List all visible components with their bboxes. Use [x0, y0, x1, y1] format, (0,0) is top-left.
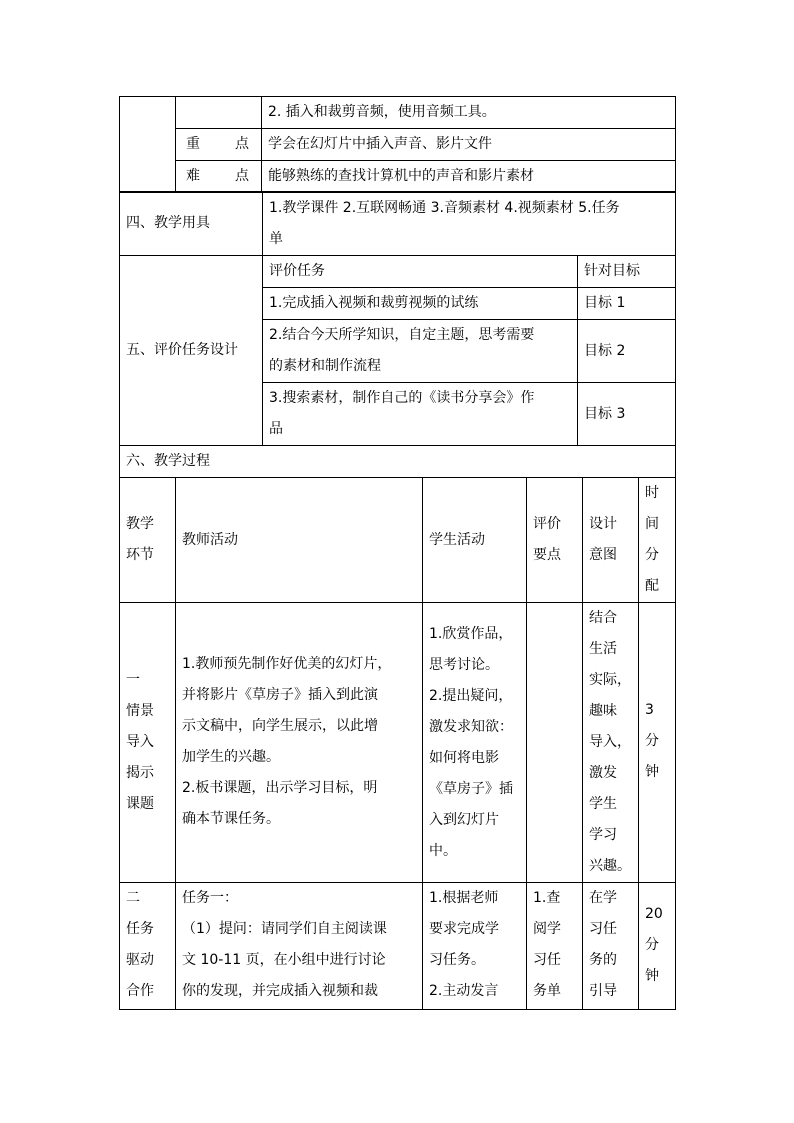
row1-design-9: 兴趣。 — [589, 858, 631, 874]
row1-stage-5: 课题 — [126, 796, 154, 812]
row1-time-3: 钟 — [645, 764, 659, 780]
eval-task-2-line-2: 的素材和制作流程 — [269, 358, 381, 374]
tools-eval-table — [119, 191, 675, 446]
row1-stage-4: 揭示 — [126, 765, 154, 781]
header-teacher: 教师活动 — [176, 478, 423, 603]
row2-eval-3: 习任 — [533, 952, 561, 968]
row1-design-6: 激发 — [589, 765, 617, 781]
header-stage — [120, 478, 176, 603]
header-time-2: 间 — [645, 516, 659, 532]
row2-design-4: 引导 — [589, 983, 617, 999]
row2-eval — [527, 883, 583, 1010]
row2-eval-4: 务单 — [533, 983, 561, 999]
header-eval-2: 要点 — [533, 547, 561, 563]
row1-teacher-1: 1.教师预先制作好优美的幻灯片， — [182, 656, 392, 672]
difficulty-text: 能够熟练的查找计算机中的声音和影片素材 — [262, 161, 676, 193]
process-label: 六、教学过程 — [120, 446, 676, 478]
header-design — [583, 478, 639, 603]
row1-student-2: 思考讨论。 — [429, 657, 499, 673]
eval-header-goal: 针对目标 — [578, 256, 676, 288]
goals-merged-cell — [120, 97, 176, 193]
row1-stage-1: 一 — [126, 672, 140, 688]
row1-student-4: 激发求知欲： — [429, 719, 513, 735]
row1-design-8: 学习 — [589, 827, 617, 843]
row1-teacher-4: 加学生的兴趣。 — [182, 749, 280, 765]
row2-time-2: 分 — [645, 937, 659, 953]
row2-design-1: 在学 — [589, 890, 617, 906]
row1-student-1: 1.欣赏作品， — [429, 626, 513, 642]
row1-time-2: 分 — [645, 733, 659, 749]
row2-design-3: 务的 — [589, 952, 617, 968]
eval-task-3 — [263, 383, 578, 446]
row1-student-6: 《草房子》插 — [429, 781, 513, 797]
row2-teacher-1: 任务一： — [182, 890, 238, 906]
key-point-label — [176, 129, 262, 161]
tools-text — [263, 192, 676, 256]
goal-row-text: 2. 插入和裁剪音频，使用音频工具。 — [262, 97, 676, 129]
row1-design-5: 导入， — [589, 734, 631, 750]
header-stage-1: 教学 — [126, 516, 154, 532]
row1-stage-2: 情景 — [126, 703, 154, 719]
row1-design-4: 趣味 — [589, 703, 617, 719]
difficulty-label-a: 难 — [186, 168, 200, 184]
process-table — [119, 445, 675, 1010]
eval-task-3-line-1: 3.搜索素材，制作自己的《读书分享会》作 — [269, 390, 535, 406]
row1-teacher-2: 并将影片《草房子》插入到此演 — [182, 687, 378, 703]
row1-teacher-6: 确本节课任务。 — [182, 811, 280, 827]
key-point-text: 学会在幻灯片中插入声音、影片文件 — [262, 129, 676, 161]
header-time-1: 时 — [645, 485, 659, 501]
header-student: 学生活动 — [423, 478, 527, 603]
row2-stage-3: 驱动 — [126, 952, 154, 968]
eval-goal-1: 目标 1 — [578, 288, 676, 320]
header-time — [639, 478, 676, 603]
eval-task-2 — [263, 320, 578, 383]
row1-time — [639, 603, 676, 883]
row2-time — [639, 883, 676, 1010]
row2-time-3: 钟 — [645, 968, 659, 984]
eval-task-1: 1.完成插入视频和裁剪视频的试练 — [263, 288, 578, 320]
row2-teacher-2: （1）提问：请同学们自主阅读课 — [182, 921, 387, 937]
row1-teacher — [176, 603, 423, 883]
header-eval-1: 评价 — [533, 516, 561, 532]
row1-design-7: 学生 — [589, 796, 617, 812]
difficulty-label — [176, 161, 262, 193]
key-point-label-a: 重 — [186, 136, 200, 152]
evaluation-label: 五、评价任务设计 — [120, 256, 263, 446]
tools-line-1: 1.教学课件 2.互联网畅通 3.音频素材 4.视频素材 5.任务 — [269, 199, 620, 216]
row2-stage-4: 合作 — [126, 983, 154, 999]
row2-student-2: 要求完成学 — [429, 921, 499, 937]
header-time-3: 分 — [645, 547, 659, 563]
tools-line-2: 单 — [269, 230, 283, 247]
header-design-1: 设计 — [589, 516, 617, 532]
row2-teacher-4: 你的发现，并完成插入视频和裁 — [182, 983, 378, 999]
tools-label: 四、教学用具 — [120, 192, 263, 256]
row2-teacher-3: 文 10-11 页，在小组中进行讨论 — [182, 952, 386, 968]
eval-goal-3: 目标 3 — [578, 383, 676, 446]
row1-design-3: 实际， — [589, 672, 631, 688]
row1-teacher-5: 2.板书课题，出示学习目标，明 — [182, 780, 378, 796]
row1-time-1: 3 — [645, 702, 654, 718]
row2-design-2: 习任 — [589, 921, 617, 937]
goals-empty-label — [176, 97, 262, 129]
row1-stage — [120, 603, 176, 883]
header-time-4: 配 — [645, 578, 659, 594]
row2-student — [423, 883, 527, 1010]
row2-student-4: 2.主动发言 — [429, 983, 499, 999]
header-stage-2: 环节 — [126, 547, 154, 563]
eval-task-2-line-1: 2.结合今天所学知识，自定主题，思考需要 — [269, 327, 535, 343]
row1-design — [583, 603, 639, 883]
row2-student-1: 1.根据老师 — [429, 890, 499, 906]
eval-task-3-line-2: 品 — [269, 421, 283, 437]
row1-stage-3: 导入 — [126, 734, 154, 750]
row2-design — [583, 883, 639, 1010]
row2-eval-2: 阅学 — [533, 921, 561, 937]
row2-student-3: 习任务。 — [429, 952, 485, 968]
row2-stage-1: 二 — [126, 890, 140, 906]
row1-student-8: 中。 — [429, 843, 457, 859]
row2-time-1: 20 — [645, 906, 663, 922]
row1-design-1: 结合 — [589, 610, 617, 626]
key-point-label-b: 点 — [235, 136, 249, 152]
row2-eval-1: 1.查 — [533, 890, 561, 906]
row1-eval — [527, 603, 583, 883]
header-design-2: 意图 — [589, 547, 617, 563]
row2-teacher — [176, 883, 423, 1010]
row1-design-2: 生活 — [589, 641, 617, 657]
eval-header-task: 评价任务 — [263, 256, 578, 288]
difficulty-label-b: 点 — [235, 168, 249, 184]
goals-table — [119, 96, 675, 193]
row1-student — [423, 603, 527, 883]
row1-student-7: 入到幻灯片 — [429, 812, 499, 828]
eval-goal-2: 目标 2 — [578, 320, 676, 383]
row1-student-3: 2.提出疑问， — [429, 688, 513, 704]
row2-stage-2: 任务 — [126, 921, 154, 937]
header-eval — [527, 478, 583, 603]
row1-student-5: 如何将电影 — [429, 750, 499, 766]
row2-stage — [120, 883, 176, 1010]
row1-teacher-3: 示文稿中，向学生展示，以此增 — [182, 718, 378, 734]
